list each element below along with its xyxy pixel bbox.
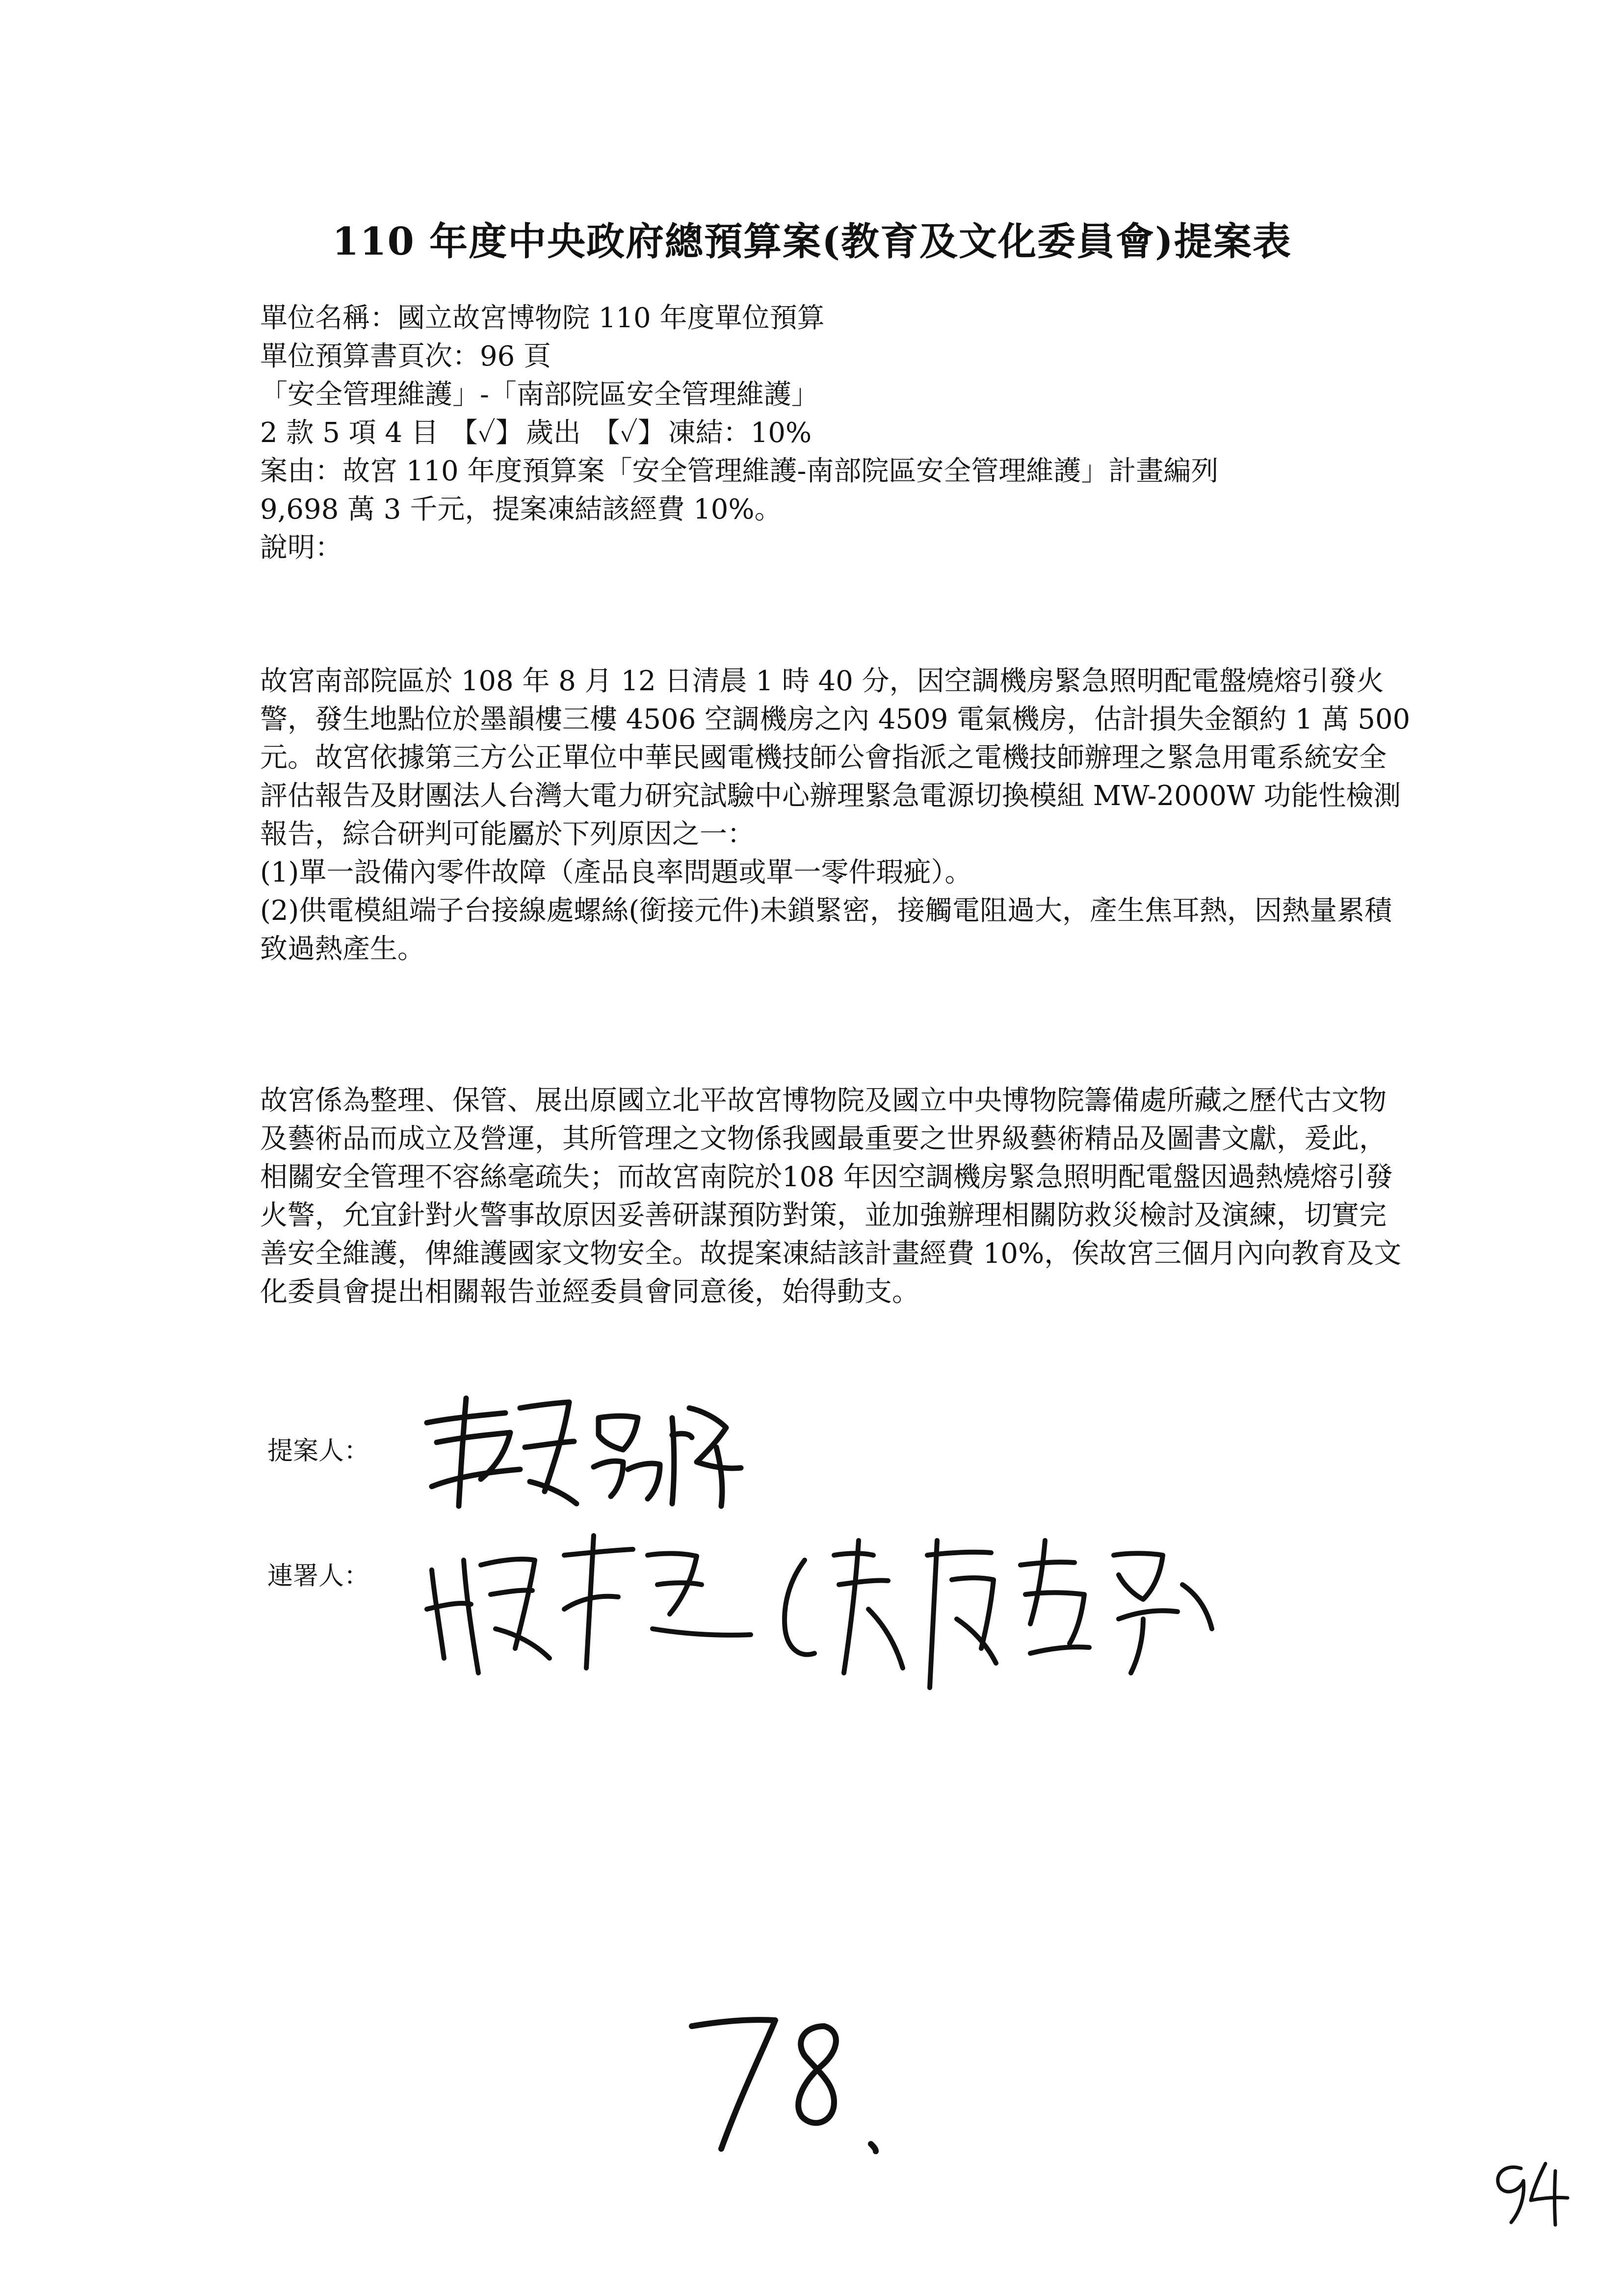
unit-name: 單位名稱：國立故宮博物院 110 年度單位預算 [260,302,825,334]
explanation-label: 說明： [260,532,342,564]
handwritten-78-icon [677,1997,888,2164]
budget-item-line [260,414,1413,452]
explanation-paragraph-2: 故宮係為整理、保管、展出原國立北平故宮博物院及國立中央博物院籌備處所藏之歷代古文物及藝術品而成立及營運，其所管理之文物係我國最重要之世界級藝術精品及圖書文獻，爰此，相關安全管理不容絲毫疏失；而故宮南院於108 年因空調機房緊急照明配電盤因過熱燒熔引發火警，允宜針對火警事故原因妥善研謀預防對策，並加強辦理相關防救災檢討及演練，切實完善安全維護，俾維護國家文物安全。故提案凍結該計畫經費 10%，俟故宮三個月內向教育及文化委員會提出相關報告並經委員會同意後，始得動支。 [260,1085,1402,1308]
budget-page: 單位預算書頁次：96 頁 [260,340,551,372]
budget-item-prefix: 2 款 5 項 4 目 [260,417,439,449]
proposal-meta [260,299,1413,567]
cause-item-1: (1)單一設備內零件故障（產品良率問題或單一零件瑕疵）。 [260,857,972,888]
freeze-checkbox: 【✓】 [592,417,665,449]
reason-line-1: 案由：故宮 110 年度預算案「安全管理維護-南部院區安全管理維護」計畫編列 [260,455,1219,487]
proposer-label: 提案人： [267,1436,370,1466]
corner-page-number [1482,2149,1575,2232]
handwritten-number-78 [677,1997,888,2164]
cosigner-signatures [417,1511,1227,1707]
proposer-signature [407,1388,751,1516]
cosigner-signatures-icon [417,1511,1227,1707]
program-name: 「安全管理維護」-「南部院區安全管理維護」 [260,379,819,411]
expenditure-label: 歲出 [525,417,581,449]
handwritten-94-icon [1482,2149,1575,2232]
cause-item-2: (2)供電模組端子台接線處螺絲(銜接元件)未鎖緊密，接觸電阻過大，產生焦耳熱，因熱量累積致過熱產生。 [260,895,1392,965]
paragraph-1-text: 故宮南部院區於 108 年 8 月 12 日清晨 1 時 40 分，因空調機房緊急照明配電盤燒熔引發火警，發生地點位於墨韻樓三樓 4506 空調機房之內 4509 電氣機房，估計損失金額約 1 萬 500 元。故宮依據第三方公正單位中華民國電機技師公會指派之電機技師辦理之緊急用電系統安全評估報告及財團法人台灣大電力研究試驗中心辦理緊急電源切換模組 MW-2000W 功能性檢測報告，綜合研判可能屬於下列原因之一： [260,665,1411,850]
explanation-paragraph-1 [260,662,1413,968]
page-title: 110 年度中央政府總預算案(教育及文化委員會)提案表 [332,219,1292,264]
reason-line-2: 9,698 萬 3 千元，提案凍結該經費 10%。 [260,494,782,525]
proposer-signature-icon [407,1388,751,1516]
cosigner-label: 連署人： [267,1562,370,1591]
freeze-label: 凍結：10% [668,417,812,449]
expenditure-checkbox: 【✓】 [450,417,523,449]
